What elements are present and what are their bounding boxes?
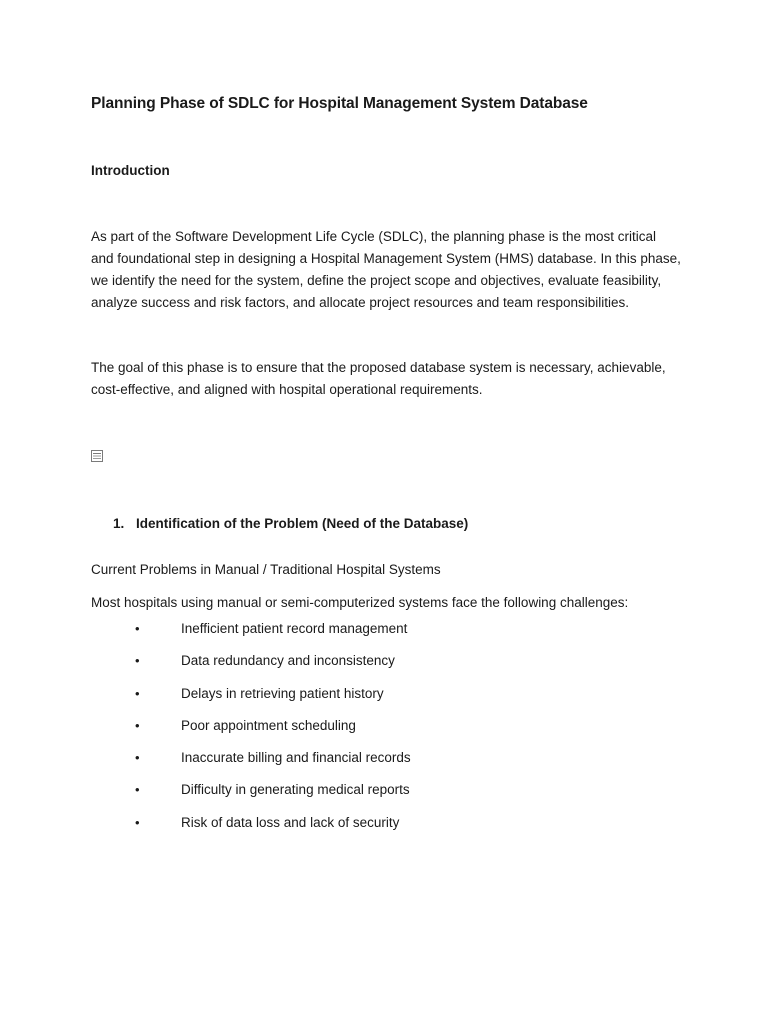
bullet: • xyxy=(135,653,140,669)
list-item-text: Inaccurate billing and financial records xyxy=(181,750,411,766)
section-1-title: Identification of the Problem (Need of the Database) xyxy=(136,516,469,531)
list-item xyxy=(91,814,681,846)
list-item xyxy=(91,685,681,717)
list-item-text: Risk of data loss and lack of security xyxy=(181,814,400,830)
challenges-list xyxy=(91,620,681,846)
list-item-text: Data redundancy and inconsistency xyxy=(181,653,395,669)
section-1-subheading: Current Problems in Manual / Traditional Hospital Systems xyxy=(91,562,441,577)
section-1-number: 1. xyxy=(113,516,125,531)
intro-paragraph-2: The goal of this phase is to ensure that the proposed database system is necessary, achievable, cost-effective, and aligned with hospital operational requirements. xyxy=(91,360,666,397)
list-item-text: Delays in retrieving patient history xyxy=(181,685,384,701)
list-item-text: Difficulty in generating medical reports xyxy=(181,782,410,798)
list-item-text: Inefficient patient record management xyxy=(181,621,408,636)
list-item xyxy=(91,717,681,749)
list-item-text: Poor appointment scheduling xyxy=(181,717,356,733)
intro-paragraph-1: As part of the Software Development Life Cycle (SDLC), the planning phase is the most critical and foundational step in designing a Hospital Management System (HMS) database. In this phase, we identify the need for the system, define the project scope and objectives, evaluate feasibility, analyze success and risk factors, and allocate project resources and team responsibilities. xyxy=(91,229,681,310)
document-title: Planning Phase of SDLC for Hospital Management System Database xyxy=(91,95,588,112)
bullet: • xyxy=(135,717,140,733)
list-item xyxy=(91,749,681,781)
bullet: • xyxy=(135,814,140,830)
section-1-heading xyxy=(113,515,681,533)
introduction-heading: Introduction xyxy=(91,163,170,178)
list-item xyxy=(91,652,681,684)
list-item xyxy=(91,781,681,813)
bullet: • xyxy=(135,621,140,636)
small-image-placeholder-icon xyxy=(91,450,103,462)
list-item xyxy=(91,620,681,652)
bullet: • xyxy=(135,750,140,766)
document-content xyxy=(91,94,681,846)
section-1-lead: Most hospitals using manual or semi-computerized systems face the following challenges: xyxy=(91,595,629,610)
bullet: • xyxy=(135,782,140,798)
bullet: • xyxy=(135,685,140,701)
